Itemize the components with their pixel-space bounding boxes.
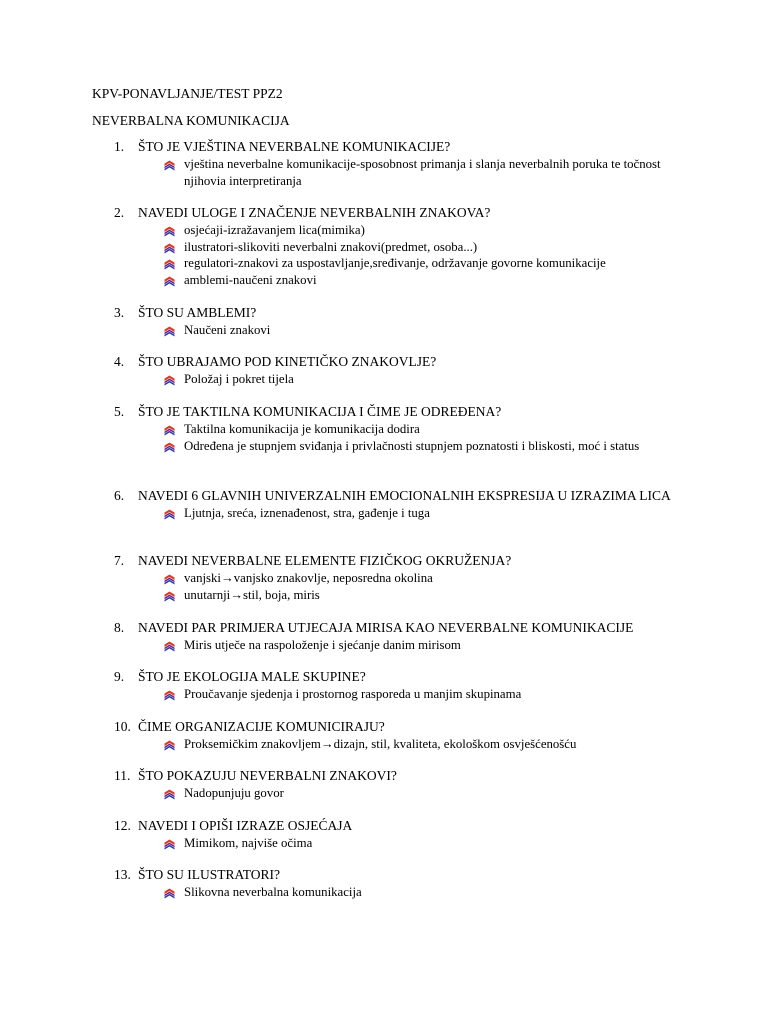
answer-list <box>92 322 676 339</box>
question-item <box>92 305 676 339</box>
answer-list <box>92 222 676 288</box>
answer-item <box>92 884 676 901</box>
arrow-bullet-icon <box>164 590 175 601</box>
question-number: 6. <box>114 488 125 503</box>
answer-item <box>92 587 676 604</box>
question-heading <box>92 768 676 784</box>
answer-text: vještina neverbalne komunikacije-sposobnost primanja i slanja neverbalnih poruka te točnost njihovia interpretiranja <box>184 157 661 188</box>
question-number: 7. <box>114 553 125 568</box>
question-number: 8. <box>114 620 125 635</box>
answer-list <box>92 570 676 603</box>
answer-item <box>92 272 676 289</box>
arrow-bullet-icon <box>164 275 175 286</box>
answer-text: Određena je stupnjem sviđanja i privlačnosti stupnjem poznatosti i bliskosti, moć i status <box>184 438 640 453</box>
question-item <box>92 205 676 288</box>
answer-text: regulatori-znakovi za uspostavljanje,sređivanje, održavanje govorne komunikacije <box>184 256 606 270</box>
question-item <box>92 669 676 703</box>
question-text: ŠTO JE VJEŠTINA NEVERBALNE KOMUNIKACIJE? <box>138 139 451 154</box>
arrow-bullet-icon <box>164 788 175 799</box>
question-item <box>92 354 676 388</box>
answer-item <box>92 222 676 239</box>
document-subtitle: NEVERBALNA KOMUNIKACIJA <box>92 113 290 128</box>
question-text: NAVEDI 6 GLAVNIH UNIVERZALNIH EMOCIONALNIH EKSPRESIJA U IZRAZIMA LICA <box>138 488 671 503</box>
answer-text: Naučeni znakovi <box>184 323 271 337</box>
arrow-bullet-icon <box>164 573 175 584</box>
question-heading <box>92 719 676 735</box>
question-text: NAVEDI I OPIŠI IZRAZE OSJEĆAJA <box>138 818 353 833</box>
question-number: 4. <box>114 354 125 369</box>
answer-item <box>92 570 676 587</box>
question-number: 3. <box>114 305 125 320</box>
question-text: NAVEDI PAR PRIMJERA UTJECAJA MIRISA KAO NEVERBALNE KOMUNIKACIJE <box>138 620 634 635</box>
document-title: KPV-PONAVLJANJE/TEST PPZ2 <box>92 86 283 101</box>
answer-item <box>92 371 676 388</box>
answer-text: Taktilna komunikacija je komunikacija dodira <box>184 422 420 436</box>
question-text: NAVEDI NEVERBALNE ELEMENTE FIZIČKOG OKRUŽENJA? <box>138 553 512 568</box>
question-heading <box>92 354 676 370</box>
answer-item <box>92 835 676 852</box>
answer-text: Nadopunjuju govor <box>184 786 284 800</box>
answer-list <box>92 371 676 388</box>
question-item <box>92 139 676 189</box>
question-heading <box>92 404 676 420</box>
answer-text: ilustratori-slikoviti neverbalni znakovi(predmet, osoba...) <box>184 239 478 254</box>
arrow-bullet-icon <box>164 258 175 269</box>
answer-item <box>92 785 676 802</box>
arrow-bullet-icon <box>164 689 175 700</box>
question-text: ŠTO UBRAJAMO POD KINETIČKO ZNAKOVLJE? <box>138 354 437 369</box>
arrow-bullet-icon <box>164 374 175 385</box>
answer-item <box>92 438 676 455</box>
question-heading <box>92 488 676 504</box>
question-item <box>92 404 676 454</box>
answer-text: Mimikom, najviše očima <box>184 836 313 850</box>
arrow-bullet-icon <box>164 325 175 336</box>
answer-list <box>92 156 676 189</box>
answer-text: Slikovna neverbalna komunikacija <box>184 885 362 899</box>
question-number: 1. <box>114 139 125 154</box>
question-number: 9. <box>114 669 125 684</box>
answer-item <box>92 637 676 654</box>
question-text: ŠTO SU AMBLEMI? <box>138 305 257 320</box>
question-item <box>92 488 676 522</box>
question-heading <box>92 305 676 321</box>
answer-text: osjećaji-izražavanjem lica(mimika) <box>184 223 365 237</box>
question-item <box>92 867 676 901</box>
question-number: 5. <box>114 404 125 419</box>
question-heading <box>92 669 676 685</box>
question-heading <box>92 867 676 883</box>
answer-item <box>92 255 676 272</box>
question-item <box>92 553 676 603</box>
question-heading <box>92 205 676 221</box>
answer-item <box>92 686 676 703</box>
answer-list <box>92 686 676 703</box>
answer-list <box>92 421 676 454</box>
arrow-bullet-icon <box>164 838 175 849</box>
arrow-bullet-icon <box>164 159 175 170</box>
arrow-bullet-icon <box>164 424 175 435</box>
question-text: ŠTO JE TAKTILNA KOMUNIKACIJA I ČIME JE ODREĐENA? <box>138 404 502 419</box>
question-item <box>92 818 676 852</box>
question-number: 11. <box>114 768 131 783</box>
arrow-bullet-icon <box>164 640 175 651</box>
question-item <box>92 620 676 654</box>
answer-list <box>92 835 676 852</box>
answer-item <box>92 239 676 256</box>
question-text: NAVEDI ULOGE I ZNAČENJE NEVERBALNIH ZNAKOVA? <box>138 205 491 220</box>
question-heading <box>92 818 676 834</box>
answer-item <box>92 322 676 339</box>
question-number: 2. <box>114 205 125 220</box>
arrow-bullet-icon <box>164 242 175 253</box>
question-heading <box>92 620 676 636</box>
answer-list <box>92 505 676 522</box>
answer-text: amblemi-naučeni znakovi <box>184 272 317 287</box>
arrow-bullet-icon <box>164 887 175 898</box>
arrow-bullet-icon <box>164 225 175 236</box>
answer-list <box>92 736 676 753</box>
answer-text: vanjski→vanjsko znakovlje, neposredna okolina <box>184 571 433 585</box>
question-text: ŠTO SU ILUSTRATORI? <box>138 867 281 882</box>
answer-text: Ljutnja, sreća, iznenađenost, stra, gađenje i tuga <box>184 506 430 520</box>
answer-item <box>92 421 676 438</box>
answer-text: Proučavanje sjedenja i prostornog rasporeda u manjim skupinama <box>184 687 522 701</box>
question-heading <box>92 139 676 155</box>
answer-text: unutarnji→stil, boja, miris <box>184 587 320 602</box>
arrow-bullet-icon <box>164 739 175 750</box>
answer-text: Položaj i pokret tijela <box>184 372 294 386</box>
answer-item <box>92 736 676 753</box>
question-heading <box>92 553 676 569</box>
answer-item <box>92 156 676 189</box>
question-text: ČIME ORGANIZACIJE KOMUNICIRAJU? <box>138 719 385 734</box>
question-text: ŠTO POKAZUJU NEVERBALNI ZNAKOVI? <box>138 768 397 783</box>
question-number: 10. <box>114 719 131 734</box>
question-text: ŠTO JE EKOLOGIJA MALE SKUPINE? <box>138 669 366 684</box>
answer-text: Miris utječe na raspoloženje i sjećanje danim mirisom <box>184 638 461 652</box>
answer-text: Proksemičkim znakovljem→dizajn, stil, kvaliteta, ekološkom osvješćenošću <box>184 737 577 751</box>
question-item <box>92 719 676 753</box>
question-item <box>92 768 676 802</box>
answer-item <box>92 505 676 522</box>
answer-list <box>92 785 676 802</box>
arrow-bullet-icon <box>164 441 175 452</box>
answer-list <box>92 637 676 654</box>
answer-list <box>92 884 676 901</box>
question-number: 13. <box>114 867 131 882</box>
arrow-bullet-icon <box>164 508 175 519</box>
question-number: 12. <box>114 818 131 833</box>
